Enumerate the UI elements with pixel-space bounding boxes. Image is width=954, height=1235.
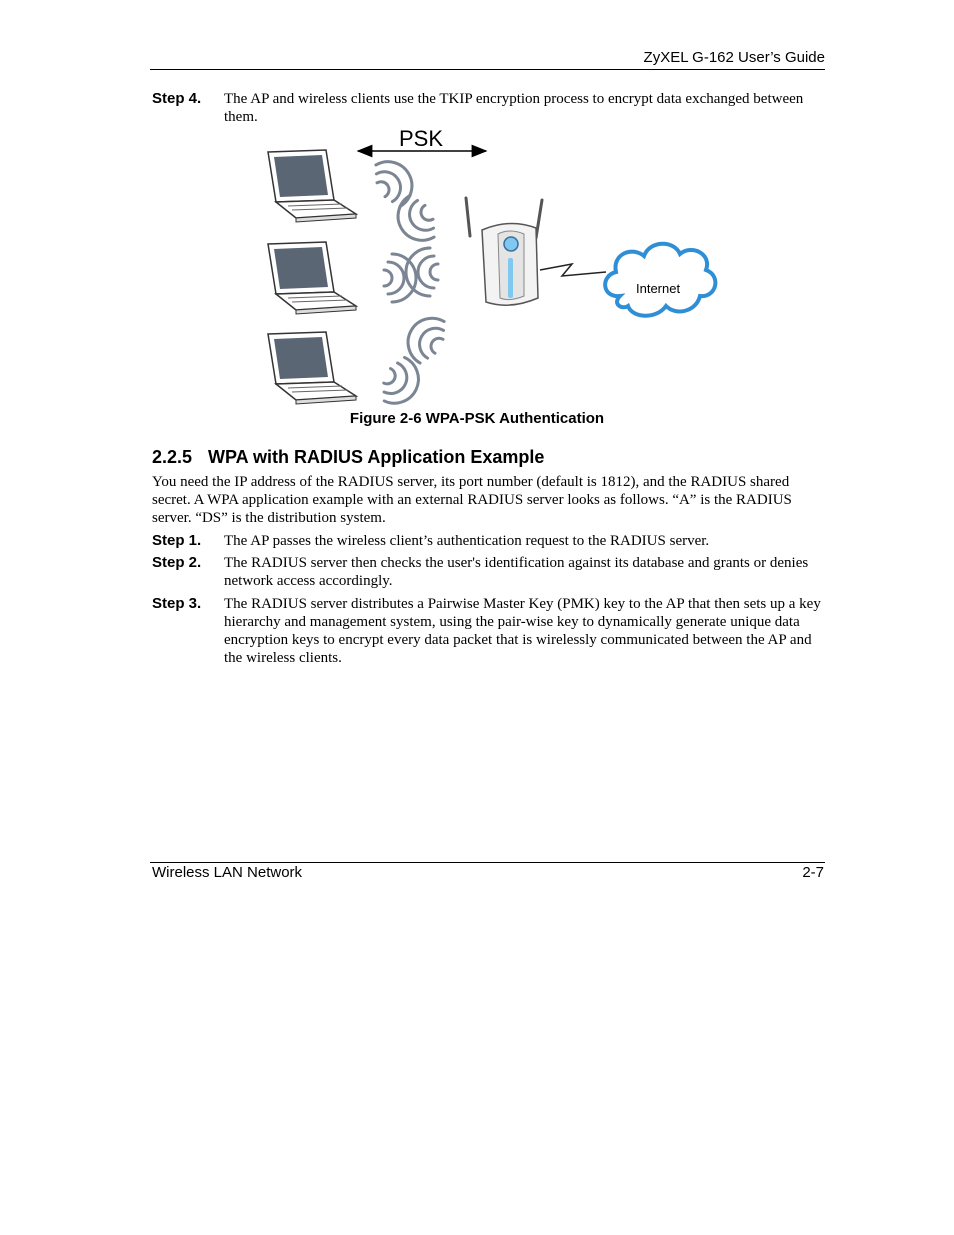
psk-label: PSK [399, 126, 444, 151]
step-text: The AP and wireless clients use the TKIP encryption process to encrypt data exchanged between them. [224, 91, 804, 125]
laptop-icon [268, 242, 356, 314]
link-icon [540, 264, 606, 276]
step-label: Step 2. [152, 554, 202, 571]
step-label: Step 4. [152, 90, 202, 107]
figure-caption: Figure 2-6 WPA-PSK Authentication [349, 410, 605, 427]
footer-rule [150, 862, 825, 863]
step-label: Step 3. [152, 595, 202, 612]
step-text: The AP passes the wireless client’s authentication request to the RADIUS server. [224, 533, 710, 549]
internet-label: Internet [636, 281, 681, 296]
header-title: ZyXEL G-162 User’s Guide [643, 49, 825, 66]
psk-arrow [358, 126, 486, 151]
footer-section-name: Wireless LAN Network [152, 864, 303, 881]
section-number: 2.2.5 [152, 447, 193, 467]
laptop-icon [268, 332, 356, 404]
access-point-icon [466, 198, 542, 305]
section-intro: You need the IP address of the RADIUS server, its port number (default is 1812), and the RADIUS shared secret. A WPA application example with an external RADIUS server looks as follows. “A” is the RADIUS server. “DS” is the distribution system. [152, 474, 792, 526]
section-heading [152, 447, 544, 468]
footer-page-number: 2-7 [802, 864, 824, 881]
internet-cloud-icon [605, 244, 715, 316]
wpa-psk-figure [260, 126, 720, 408]
wireless-waves-icon [369, 153, 451, 408]
step-text: The RADIUS server then checks the user's identification against its database and grants or denies network access accordingly. [224, 555, 809, 589]
step-label: Step 1. [152, 532, 202, 549]
step-text: The RADIUS server distributes a Pairwise Master Key (PMK) key to the AP that then sets up a key hierarchy and management system, using the pair-wise key to dynamically generate unique data encryption keys to encrypt every data packet that is wirelessly communicated between the AP and the wireless clients. [224, 596, 821, 666]
header-rule [150, 69, 825, 70]
section-title: WPA with RADIUS Application Example [208, 447, 545, 467]
laptop-icon [268, 150, 356, 222]
